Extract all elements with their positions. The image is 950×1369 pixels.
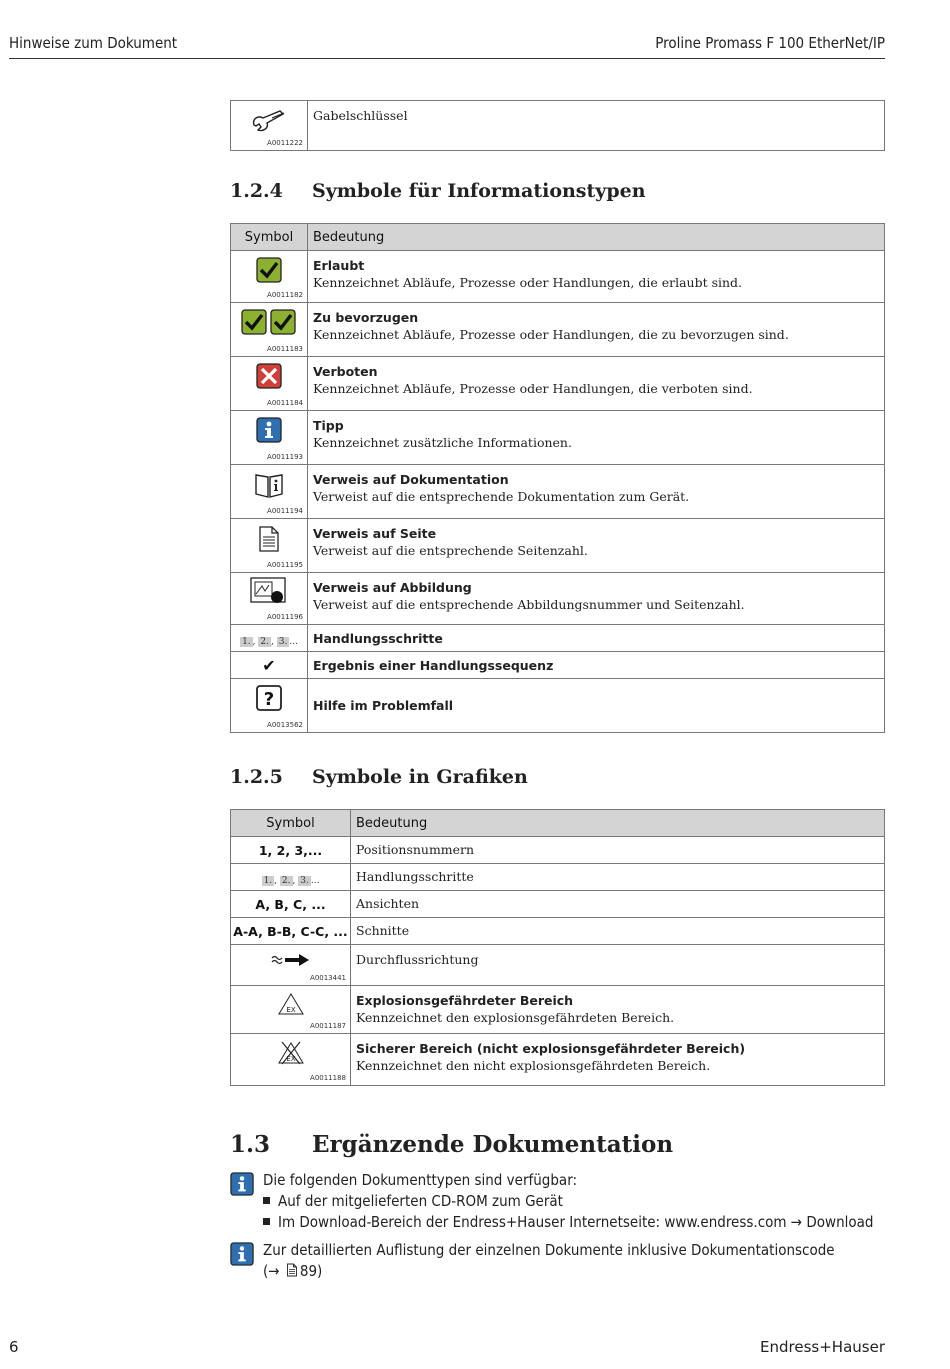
symbol-cell — [231, 945, 351, 986]
ex-crossed-icon — [277, 1040, 305, 1066]
table-row — [231, 465, 885, 519]
symbol-cell — [231, 519, 308, 573]
row-text: Kennzeichnet Abläufe, Prozesse oder Handlungen, die erlaubt sind. — [313, 275, 743, 290]
info-icon — [230, 1242, 254, 1266]
footer-brand: Endress+Hauser — [760, 1338, 885, 1356]
meaning-cell: Schnitte — [351, 918, 885, 945]
info-types-table — [230, 223, 885, 733]
page-header — [9, 32, 885, 59]
meaning-cell — [308, 251, 885, 303]
section-13-heading — [230, 1131, 673, 1158]
book-icon — [254, 471, 284, 499]
symbol-cell — [231, 625, 308, 652]
symbol-cell: A-A, B-B, C-C, ... — [231, 918, 351, 945]
meaning-cell — [351, 1034, 885, 1086]
table-row — [231, 251, 885, 303]
row-title: Hilfe im Problemfall — [313, 698, 454, 713]
section-number: 1.2.4 — [230, 180, 283, 202]
ex-triangle-icon — [277, 992, 305, 1016]
wrench-icon — [250, 107, 288, 133]
info-icon — [230, 1172, 254, 1196]
table-row — [231, 891, 885, 918]
row-title: Ergebnis einer Handlungssequenz — [313, 657, 554, 673]
note-intro: Die folgenden Dokumenttypen sind verfügbar: — [263, 1171, 578, 1189]
cross-icon — [256, 363, 282, 389]
page-icon — [258, 525, 280, 553]
icon-code: A0011222 — [267, 139, 303, 147]
note-text: Zur detaillierten Auflistung der einzelnen Dokumente inklusive Dokumentationscode — [263, 1241, 835, 1259]
row-title: Verweis auf Abbildung — [313, 580, 472, 595]
meaning-cell: Durchflussrichtung — [351, 945, 885, 986]
header-left: Hinweise zum Dokument — [9, 34, 178, 52]
row-text: Kennzeichnet Abläufe, Prozesse oder Handlungen, die verboten sind. — [313, 381, 753, 396]
section-title: Ergänzende Dokumentation — [312, 1131, 674, 1158]
row-text: Kennzeichnet den nicht explosionsgefährdeten Bereich. — [356, 1058, 711, 1073]
header-right: Proline Promass F 100 EtherNet/IP — [655, 34, 885, 52]
table-row — [231, 918, 885, 945]
row-text: Kennzeichnet Abläufe, Prozesse oder Handlungen, die zu bevorzugen sind. — [313, 327, 789, 342]
table-row — [231, 519, 885, 573]
icon-code: A0011182 — [267, 291, 303, 299]
symbol-cell: 1, 2, 3,... — [231, 837, 351, 864]
row-text: Verweist auf die entsprechende Seitenzahl. — [313, 543, 588, 558]
row-title: Sicherer Bereich (nicht explosionsgefährdeter Bereich) — [356, 1041, 746, 1056]
meaning-cell — [308, 411, 885, 465]
col-meaning: Bedeutung — [351, 810, 885, 837]
icon-code: A0011194 — [267, 507, 303, 515]
double-check-icon — [241, 309, 297, 335]
section-title: Symbole in Grafiken — [312, 766, 528, 788]
meaning-cell — [308, 465, 885, 519]
row-title: Handlungsschritte — [313, 630, 443, 646]
icon-code: A0011187 — [310, 1022, 346, 1030]
table-row — [231, 679, 885, 733]
table-row — [231, 573, 885, 625]
meaning-cell: Handlungsschritte — [351, 864, 885, 891]
graphic-symbols-table — [230, 809, 885, 1086]
row-text: Kennzeichnet den explosionsgefährdeten Bereich. — [356, 1010, 675, 1025]
svg-text:EX: EX — [285, 1055, 296, 1063]
icon-code: A0013441 — [310, 974, 346, 982]
icon-code: A0011196 — [267, 613, 303, 621]
row-text: Verweist auf die entsprechende Abbildungsnummer und Seitenzahl. — [313, 597, 745, 612]
tool-table — [230, 100, 885, 151]
table-row — [231, 652, 885, 679]
icon-code: A0011188 — [310, 1074, 346, 1082]
table-row — [231, 303, 885, 357]
meaning-cell — [308, 652, 885, 679]
symbol-cell — [231, 679, 308, 733]
section-125-heading — [230, 766, 528, 788]
help-icon — [256, 685, 282, 711]
symbol-cell — [231, 573, 308, 625]
icon-code: A0011184 — [267, 399, 303, 407]
icon-code: A0013562 — [267, 721, 303, 729]
tool-symbol-cell — [231, 101, 308, 151]
row-text: Kennzeichnet zusätzliche Informationen. — [313, 435, 572, 450]
table-row — [231, 411, 885, 465]
symbol-cell — [231, 864, 351, 891]
table-row — [231, 986, 885, 1034]
list-item: Im Download-Bereich der Endress+Hauser Internetseite: www.endress.com → Download — [263, 1212, 873, 1233]
symbol-cell — [231, 652, 308, 679]
col-symbol: Symbol — [231, 224, 308, 251]
tool-label-cell — [308, 101, 885, 151]
svg-text:?: ? — [263, 689, 275, 710]
page-number: 6 — [9, 1338, 19, 1356]
flow-arrow-icon — [271, 952, 311, 968]
meaning-cell — [308, 303, 885, 357]
figure-icon — [250, 577, 288, 607]
col-meaning: Bedeutung — [308, 224, 885, 251]
table-row — [231, 864, 885, 891]
note-doc-codes — [230, 1240, 890, 1284]
row-title: Explosionsgefährdeter Bereich — [356, 993, 574, 1008]
meaning-cell: Ansichten — [351, 891, 885, 918]
steps-symbol: 1. , 2. , 3. ... — [242, 636, 298, 647]
col-symbol: Symbol — [231, 810, 351, 837]
meaning-cell: Positionsnummern — [351, 837, 885, 864]
meaning-cell — [308, 679, 885, 733]
table-row — [231, 625, 885, 652]
symbol-cell — [231, 303, 308, 357]
table-row — [231, 1034, 885, 1086]
meaning-cell — [308, 357, 885, 411]
symbol-cell: A, B, C, ... — [231, 891, 351, 918]
table-row — [231, 945, 885, 986]
check-icon — [256, 257, 282, 283]
meaning-cell — [308, 625, 885, 652]
icon-code: A0011183 — [267, 345, 303, 353]
section-number: 1.2.5 — [230, 766, 283, 788]
note-available-docs — [230, 1170, 890, 1234]
meaning-cell — [308, 519, 885, 573]
meaning-cell — [308, 573, 885, 625]
meaning-cell — [351, 986, 885, 1034]
section-number: 1.3 — [230, 1131, 271, 1158]
row-title: Verboten — [313, 364, 378, 379]
svg-text:EX: EX — [285, 1006, 296, 1014]
row-title: Zu bevorzugen — [313, 310, 419, 325]
icon-code: A0011193 — [267, 453, 303, 461]
page-reference[interactable]: (→ 89) — [263, 1262, 323, 1280]
section-title: Symbole für Informationstypen — [312, 180, 646, 202]
symbol-cell — [231, 1034, 351, 1086]
tool-label: Gabelschlüssel — [313, 108, 408, 123]
symbol-cell — [231, 251, 308, 303]
icon-code: A0011195 — [267, 561, 303, 569]
symbol-cell — [231, 465, 308, 519]
row-text: Verweist auf die entsprechende Dokumentation zum Gerät. — [313, 489, 690, 504]
row-title: Verweis auf Seite — [313, 526, 437, 541]
table-row — [231, 837, 885, 864]
section-124-heading — [230, 180, 646, 202]
list-item: Auf der mitgelieferten CD-ROM zum Gerät — [263, 1191, 873, 1212]
checkmark-icon: ✔ — [262, 655, 276, 675]
info-icon — [256, 417, 282, 443]
page-icon — [286, 1263, 298, 1277]
table-row — [231, 357, 885, 411]
steps-symbol: 1. , 2. , 3. ... — [263, 875, 320, 886]
row-title: Verweis auf Dokumentation — [313, 472, 509, 487]
symbol-cell — [231, 411, 308, 465]
row-title: Erlaubt — [313, 258, 365, 273]
symbol-cell — [231, 986, 351, 1034]
row-title: Tipp — [313, 418, 344, 433]
symbol-cell — [231, 357, 308, 411]
